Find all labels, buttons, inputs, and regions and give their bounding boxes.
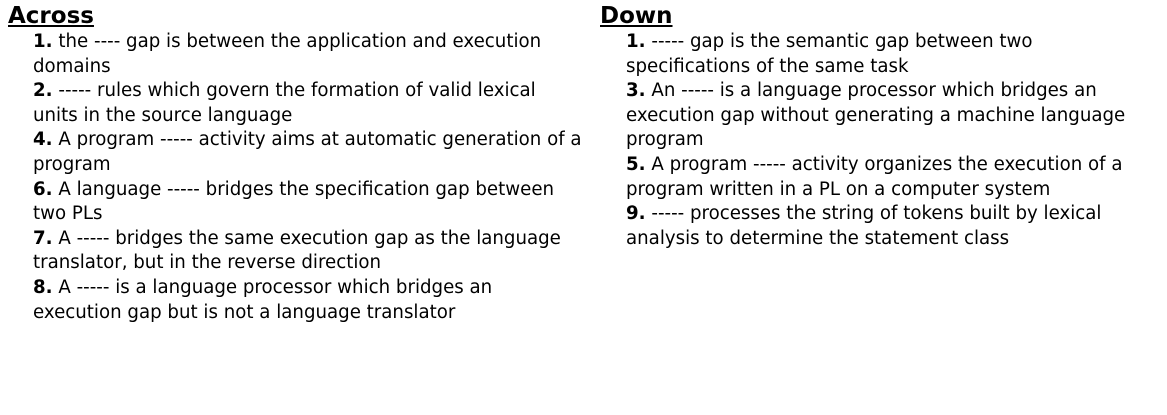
clue-number: 8.: [33, 276, 53, 298]
down-clue: [626, 153, 1160, 202]
clue-number: 5.: [626, 153, 646, 175]
down-clue: [626, 30, 1160, 79]
clue-text: A program ----- activity organizes the execution of a program written in a PL on a computer system: [626, 153, 1123, 200]
clue-number: 2.: [33, 80, 53, 102]
across-clue: [33, 30, 583, 79]
clue-number: 9.: [626, 203, 646, 225]
clue-number: 4.: [33, 129, 53, 151]
clue-number: 7.: [33, 227, 53, 249]
down-clue: [626, 79, 1160, 153]
clue-text: the ---- gap is between the application and execution domains: [33, 31, 542, 77]
across-section: [8, 3, 583, 325]
across-heading: Across: [8, 3, 94, 29]
clue-text: A program ----- activity aims at automatic generation of a program: [33, 129, 582, 175]
down-clue: [626, 202, 1160, 251]
down-section: [600, 3, 1160, 251]
clue-text: ----- processes the string of tokens built by lexical analysis to determine the statement class: [626, 203, 1102, 249]
clue-number: 1.: [626, 31, 646, 52]
clue-text: An ----- is a language processor which bridges an execution gap without generating a machine language program: [626, 80, 1126, 151]
across-clue: [33, 227, 583, 276]
down-heading: Down: [600, 3, 673, 29]
clue-number: 3.: [626, 80, 646, 102]
across-clue: [33, 178, 583, 227]
across-clue-list: [8, 30, 583, 325]
clue-number: 6.: [33, 178, 53, 200]
across-clue: [33, 276, 583, 325]
clue-text: A language ----- bridges the specification gap between two PLs: [33, 178, 555, 225]
clue-text: A ----- is a language processor which bridges an execution gap but is not a language translator: [33, 276, 493, 323]
across-clue: [33, 79, 583, 128]
down-clue-list: [600, 30, 1160, 251]
across-clue: [33, 128, 583, 177]
clue-text: ----- gap is the semantic gap between two specifications of the same task: [626, 31, 1033, 77]
clue-number: 1.: [33, 31, 53, 52]
clue-text: ----- rules which govern the formation of valid lexical units in the source language: [33, 80, 536, 126]
clue-text: A ----- bridges the same execution gap as the language translator, but in the reverse direction: [33, 227, 561, 274]
